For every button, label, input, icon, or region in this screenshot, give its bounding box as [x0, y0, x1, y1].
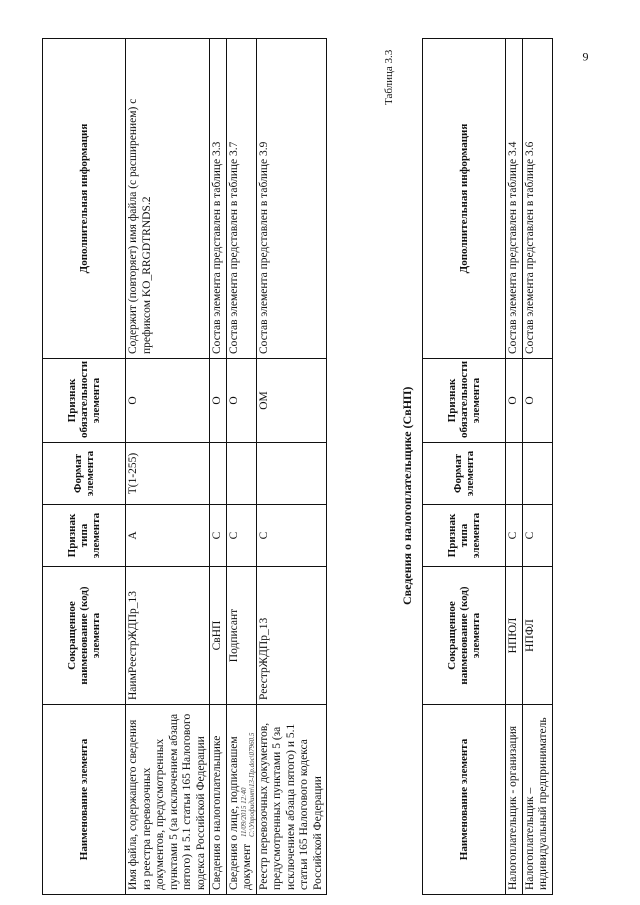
cell-name: Сведения о лице, подписавшем документ — [226, 705, 256, 895]
header-cell: Наименование элемента — [423, 705, 506, 895]
cell-info: Состав элемента представлен в таблице 3.4 — [506, 39, 523, 359]
cell-type: С — [226, 505, 256, 567]
cell-required: О — [126, 359, 210, 443]
cell-required: О — [522, 359, 552, 443]
page-number: 9 — [582, 49, 589, 64]
header-cell: Признак типа элемента — [423, 505, 506, 567]
table-row — [256, 39, 327, 895]
table-row — [226, 39, 256, 895]
footer-line-1: 11/09/2015 12:40 — [240, 787, 248, 837]
cell-info: Состав элемента представлен в таблице 3.3 — [210, 39, 227, 359]
cell-type: С — [256, 505, 327, 567]
cell-type: А — [126, 505, 210, 567]
header-cell: Наименование элемента — [43, 705, 126, 895]
cell-required: О — [210, 359, 227, 443]
cell-type: С — [210, 505, 227, 567]
header-cell: Признак типа элемента — [43, 505, 126, 567]
cell-name: Сведения о налогоплательщике — [210, 705, 227, 895]
cell-code: НПЮЛ — [506, 567, 523, 705]
cell-code: РеестрЖДПр_13 — [256, 567, 327, 705]
cell-required: О — [226, 359, 256, 443]
table-label: Таблица 3.3 — [383, 49, 395, 105]
header-cell: Признак обязательности элемента — [423, 359, 506, 443]
cell-code: НаимРеестрЖДПр_13 — [126, 567, 210, 705]
cell-format — [522, 443, 552, 505]
header-cell: Дополнительная информация — [423, 39, 506, 359]
cell-format: Т(1-255) — [126, 443, 210, 505]
cell-format — [506, 443, 523, 505]
header-cell: Формат элемента — [43, 443, 126, 505]
cell-info: Состав элемента представлен в таблице 3.6 — [522, 39, 552, 359]
footer-line-2: C:\Упрофидинт\13-Пр.doc\07960.5 — [248, 732, 256, 837]
cell-required: ОМ — [256, 359, 327, 443]
cell-type: С — [506, 505, 523, 567]
table-row — [210, 39, 227, 895]
elements-table — [42, 38, 327, 895]
cell-code: Подписант — [226, 567, 256, 705]
cell-format — [210, 443, 227, 505]
cell-code: СвНП — [210, 567, 227, 705]
table-row — [126, 39, 210, 895]
table-header-row — [423, 39, 506, 895]
header-cell: Дополнительная информация — [43, 39, 126, 359]
cell-name: Налогоплательщик - организация — [506, 705, 523, 895]
cell-code: НПФЛ — [522, 567, 552, 705]
cell-required: О — [506, 359, 523, 443]
cell-format — [226, 443, 256, 505]
table-row — [522, 39, 552, 895]
cell-info: Содержит (повторяет) имя файла (с расширением) с префиксом KO_RRGDTRNDS.2 — [126, 39, 210, 359]
header-cell: Сокращенное наименование (код) элемента — [43, 567, 126, 705]
cell-format — [256, 443, 327, 505]
header-cell: Сокращенное наименование (код) элемента — [423, 567, 506, 705]
cell-name: Налогоплательщик – индивидуальный предприниматель — [522, 705, 552, 895]
header-cell: Формат элемента — [423, 443, 506, 505]
cell-name: Имя файла, содержащего сведения из реестра перевозочных документов, предусмотренных пунктами 5 (за исключением абзаца пятого) и 5.1 статьи 165 Налогового кодекса Российской Федерации — [126, 705, 210, 895]
table-header-row — [43, 39, 126, 895]
cell-name: Реестр перевозочных документов, предусмотренных пунктами 5 (за исключением абзаца пятого) и 5.1 статьи 165 Налогового кодекса Российской Федерации — [256, 705, 327, 895]
table-row — [506, 39, 523, 895]
table-caption: Сведения о налогоплательщике (СвНП) — [400, 386, 414, 605]
taxpayer-table — [422, 38, 553, 895]
cell-type: С — [522, 505, 552, 567]
cell-info: Состав элемента представлен в таблице 3.7 — [226, 39, 256, 359]
cell-info: Состав элемента представлен в таблице 3.9 — [256, 39, 327, 359]
header-cell: Признак обязательности элемента — [43, 359, 126, 443]
